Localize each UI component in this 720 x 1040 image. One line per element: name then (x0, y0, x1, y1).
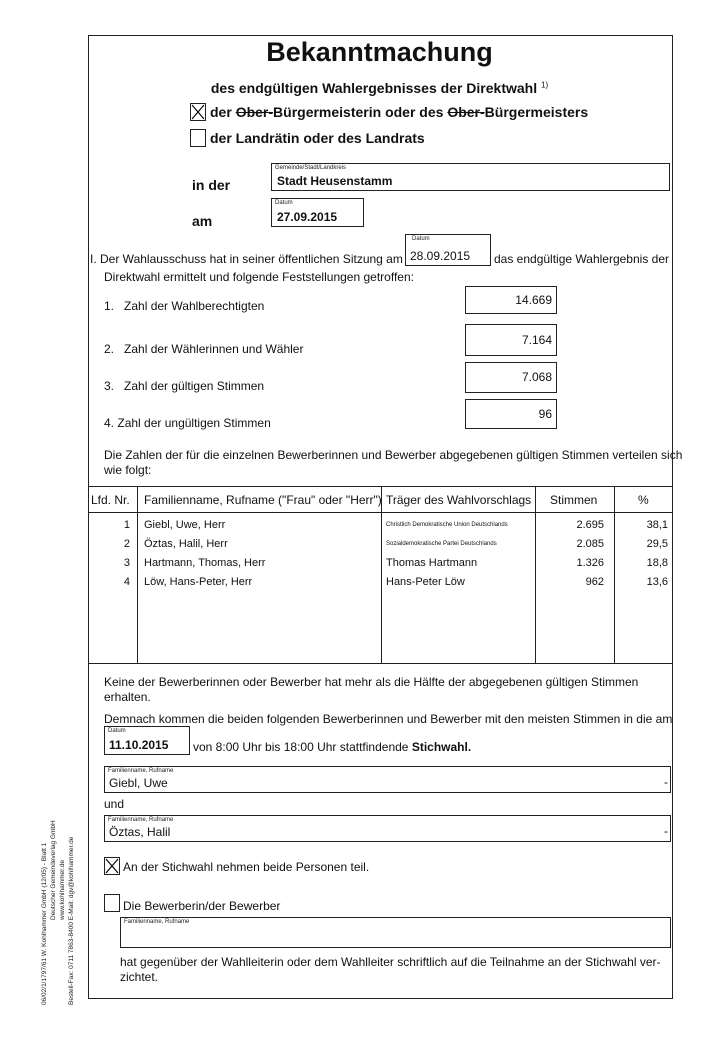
stat-4-num: 4. (104, 416, 115, 430)
session-date-value: 28.09.2015 (410, 249, 471, 263)
table-header-party: Träger des Wahlvorschlags (386, 493, 532, 507)
table-col-divider-1 (137, 486, 138, 663)
table-header-border (88, 512, 672, 513)
checkbox-buergermeister[interactable] (190, 103, 206, 121)
runoff-text-plain: von 8:00 Uhr bis 18:00 Uhr stattfindende (193, 740, 412, 754)
option1-strike2: Ober- (447, 104, 485, 120)
stat-3-value: 7.068 (465, 362, 557, 393)
table-top-border (88, 486, 672, 487)
checkbox-landrat[interactable] (190, 129, 206, 147)
table-row-2-pct: 29,5 (646, 538, 668, 550)
candidate1-dash: - (664, 775, 668, 789)
table-row-3-pct: 18,8 (646, 557, 668, 569)
check-x-icon (191, 104, 205, 120)
table-row-2-nr: 2 (123, 538, 130, 550)
session-date-caption: Datum (412, 236, 430, 242)
runoff-text-bold: Stichwahl. (411, 740, 472, 754)
table-header-pct: % (638, 493, 649, 507)
stat-1-value: 14.669 (465, 286, 557, 314)
distribution-text-1: Die Zahlen der für die einzelnen Bewerberinnen und Bewerber abgegebenen gültigen Stimmen verteilen sich (104, 448, 683, 462)
table-row-3-party: Thomas Hartmann (386, 557, 478, 569)
candidate2-value: Öztas, Halil (109, 825, 171, 839)
withdraw-text-1: hat gegenüber der Wahlleiterin oder dem Wahlleiter schriftlich auf die Teilnahme an der Stichwahl ver- (120, 955, 661, 969)
stat-1-text: Zahl der Wahlberechtigten (124, 299, 265, 313)
margin-line-3: www.kohlhammer.de (59, 860, 66, 920)
distribution-text-2: wie folgt: (104, 463, 152, 477)
table-row-2-votes: 2.085 (576, 538, 604, 550)
candidate1-value: Giebl, Uwe (109, 776, 168, 790)
table-row-4-name: Löw, Hans-Peter, Herr (144, 576, 253, 588)
table-row-3-name: Hartmann, Thomas, Herr (144, 557, 266, 569)
candidate1-field[interactable] (104, 766, 671, 793)
option-buergermeister (210, 104, 588, 120)
withdrawn-caption: Familienname, Rufname (124, 919, 190, 925)
section1-text-c: Direktwahl ermittelt und folgende Feststellungen getroffen: (104, 270, 414, 284)
section1-text-a: Der Wahlausschuss hat in seiner öffentlichen Sitzung am (100, 252, 403, 266)
stat-2-num: 2. (104, 342, 115, 356)
result-text-3: Demnach kommen die beiden folgenden Bewerberinnen und Bewerber mit den meisten Stimmen in die am (104, 712, 673, 726)
in-der-label: in der (192, 177, 231, 193)
table-header-votes: Stimmen (550, 493, 598, 507)
runoff-date-field[interactable] (104, 726, 190, 755)
place-field[interactable] (271, 163, 670, 191)
table-header-name: Familienname, Rufname ("Frau" oder "Herr") (144, 493, 382, 507)
place-value: Stadt Heusenstamm (277, 174, 393, 188)
option1-pre: der (210, 104, 236, 120)
stat-4-label (104, 416, 271, 430)
option1-strike1: Ober- (235, 104, 274, 120)
subtitle-footnote: 1) (541, 80, 549, 90)
table-row-4-nr: 4 (123, 576, 130, 588)
withdraw-text-2: zichtet. (120, 970, 159, 984)
result-text-1: Keine der Bewerberinnen oder Bewerber hat mehr als die Hälfte der abgegebenen gültigen Stimmen (104, 675, 639, 689)
stat-1-label (104, 299, 264, 313)
table-row-1-votes: 2.695 (576, 519, 604, 531)
table-row-4-votes: 962 (585, 576, 604, 588)
date-value: 27.09.2015 (277, 210, 338, 224)
stat-2-label (104, 342, 303, 356)
table-row-4-pct: 13,6 (646, 576, 668, 588)
stat-4-value: 96 (465, 399, 557, 429)
table-row-3-votes: 1.326 (576, 557, 604, 569)
runoff-date-caption: Datum (108, 728, 126, 734)
subtitle (88, 80, 671, 96)
stat-1-num: 1. (104, 299, 115, 313)
option-landrat: der Landrätin oder des Landrats (210, 130, 425, 146)
section1-text-b: das endgültige Wahlergebnis der (494, 252, 670, 266)
und-label: und (104, 797, 125, 811)
withdrawn-candidate-field[interactable] (120, 917, 671, 948)
option1-mid: Bürgermeisterin oder des (273, 104, 448, 120)
date-field[interactable] (271, 198, 364, 227)
table-bottom-border (88, 663, 672, 664)
margin-line-2: Deutscher Gemeindeverlag GmbH (50, 820, 57, 920)
table-row-1-pct: 38,1 (646, 519, 668, 531)
option1-post: Bürgermeisters (484, 104, 589, 120)
stat-3-label (104, 379, 264, 393)
candidate2-dash: - (664, 824, 668, 838)
checkbox-both-participate[interactable] (104, 857, 120, 875)
runoff-date-value: 11.10.2015 (109, 738, 169, 752)
section1-roman: I. (90, 252, 97, 266)
candidate2-caption: Familienname, Rufname (108, 817, 174, 823)
stat-3-num: 3. (104, 379, 115, 393)
check-x-icon (105, 858, 119, 874)
both-participate-label: An der Stichwahl nehmen beide Personen teil. (123, 860, 370, 874)
table-header-nr: Lfd. Nr. (91, 493, 130, 507)
table-row-1-nr: 1 (123, 519, 130, 531)
candidate2-field[interactable] (104, 815, 671, 842)
candidate1-caption: Familienname, Rufname (108, 768, 174, 774)
single-candidate-label: Die Bewerberin/der Bewerber (123, 899, 281, 913)
stat-3-text: Zahl der gültigen Stimmen (124, 379, 265, 393)
table-row-1-party: Christlich Demokratische Union Deutschlands (386, 522, 508, 528)
table-row-2-name: Öztas, Halil, Herr (144, 538, 228, 550)
stat-2-text: Zahl der Wählerinnen und Wähler (124, 342, 304, 356)
checkbox-single-candidate[interactable] (104, 894, 120, 912)
stat-4-text: Zahl der ungültigen Stimmen (117, 416, 271, 430)
result-text-2: erhalten. (104, 690, 151, 704)
place-caption: Gemeinde/Stadt/Landkreis (275, 165, 347, 171)
table-row-2-party: Sozialdemokratische Partei Deutschlands (386, 541, 497, 547)
session-date-field[interactable] (405, 234, 491, 266)
margin-line-1: 06/02/1/1797/61 W. Kohlhammer GmbH (12/05) - Blatt 1 (41, 842, 48, 1005)
stat-2-value: 7.164 (465, 324, 557, 356)
table-row-3-nr: 3 (123, 557, 130, 569)
am-label: am (192, 213, 213, 229)
runoff-text (193, 740, 471, 754)
date-caption: Datum (275, 200, 293, 206)
table-col-divider-2 (381, 486, 382, 663)
table-col-divider-4 (614, 486, 615, 663)
page-title: Bekanntmachung (266, 37, 493, 67)
section1-line1 (90, 252, 403, 266)
subtitle-text: des endgültigen Wahlergebnisses der Direktwahl (210, 80, 538, 96)
margin-line-4: Bestell-Fax: 0711 7863-8400 E-Mail: dgv@kohlhammer.de (68, 836, 75, 1005)
table-row-4-party: Hans-Peter Löw (386, 576, 465, 588)
table-row-1-name: Giebl, Uwe, Herr (144, 519, 226, 531)
table-col-divider-3 (535, 486, 536, 663)
